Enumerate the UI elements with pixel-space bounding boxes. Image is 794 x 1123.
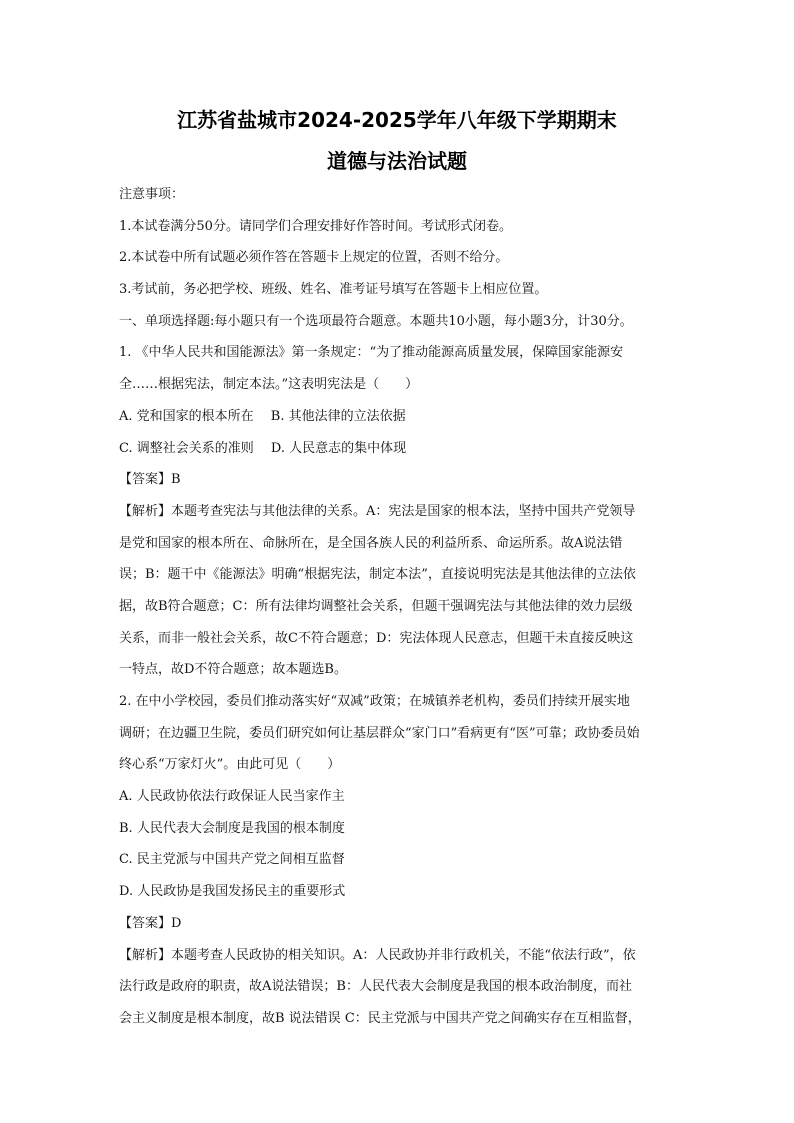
explanation-text: 【解析】本题考查人民政协的相关知识。A：人民政协并非行政机关，不能“依法行政”，依 bbox=[119, 947, 636, 963]
question-option: C. 民主党派与中国共产党之间相互监督 bbox=[119, 852, 345, 868]
explanation-text: 会主义制度是根本制度，故B 说法错误 C：民主党派与中国共产党之间确实存在互相监督， bbox=[119, 1010, 641, 1026]
section-heading: 一、单项选择题:每小题只有一个选项最符合题意。本题共10小题，每小题3分，计30分。 bbox=[119, 313, 633, 329]
question-text: 终心系“万家灯火”。由此可见（ ） bbox=[119, 757, 341, 773]
explanation-text: 据，故B符合题意；C：所有法律均调整社会关系，但题干强调宪法与其他法律的效力层级 bbox=[119, 598, 633, 614]
explanation-text: 一特点，故D不符合题意；故本题选B。 bbox=[119, 662, 347, 678]
document-subtitle: 道德与法治试题 bbox=[327, 149, 467, 173]
notice-item: 1.本试卷满分50分。请同学们合理安排好作答时间。考试形式闭卷。 bbox=[119, 218, 512, 234]
notice-heading: 注意事项： bbox=[119, 187, 185, 202]
explanation-text: 误；B：题干中《能源法》明确“根据宪法，制定本法”，直接说明宪法是其他法律的立法依 bbox=[119, 567, 636, 583]
document-body bbox=[119, 185, 685, 1041]
question-text: 调研；在边疆卫生院，委员们研究如何让基层群众“家门口”看病更有“医”可靠；政协委员始 bbox=[119, 725, 640, 741]
answer-line: 【答案】D bbox=[119, 915, 182, 931]
question-option: A. 人民政协依法行政保证人民当家作主 bbox=[119, 789, 345, 805]
question-option: B. 人民代表大会制度是我国的根本制度 bbox=[119, 820, 345, 836]
question-text: 2. 在中小学校园，委员们推动落实好“双减”政策；在城镇养老机构，委员们持续开展实地 bbox=[119, 694, 630, 709]
explanation-text: 关系，而非一般社会关系，故C不符合题意；D：宪法体现人民意志，但题干未直接反映这 bbox=[119, 630, 634, 646]
explanation-text: 【解析】本题考查宪法与其他法律的关系。A：宪法是国家的根本法，坚持中国共产党领导 bbox=[119, 503, 636, 519]
document-title: 江苏省盐城市2024-2025学年八年级下学期期末 bbox=[177, 108, 617, 132]
explanation-text: 是党和国家的根本所在、命脉所在，是全国各族人民的利益所系、命运所系。故A说法错 bbox=[119, 535, 623, 551]
explanation-text: 法行政是政府的职责，故A说法错误；B：人民代表大会制度是我国的根本政治制度，而社 bbox=[119, 979, 632, 995]
question-text: 全……根据宪法，制定本法。”这表明宪法是（ ） bbox=[119, 377, 419, 393]
question-options: C. 调整社会关系的准则 D. 人民意志的集中体现 bbox=[119, 440, 407, 456]
notice-item: 2.本试卷中所有试题必须作答在答题卡上规定的位置，否则不给分。 bbox=[119, 250, 509, 266]
question-options: A. 党和国家的根本所在 B. 其他法律的立法依据 bbox=[119, 408, 406, 424]
question-option: D. 人民政协是我国发扬民主的重要形式 bbox=[119, 884, 346, 900]
notice-item: 3.考试前，务必把学校、班级、姓名、准考证号填写在答题卡上相应位置。 bbox=[119, 282, 548, 298]
question-text: 1. 《中华人民共和国能源法》第一条规定：“为了推动能源高质量发展，保障国家能源安 bbox=[119, 345, 624, 361]
answer-line: 【答案】B bbox=[119, 472, 181, 488]
